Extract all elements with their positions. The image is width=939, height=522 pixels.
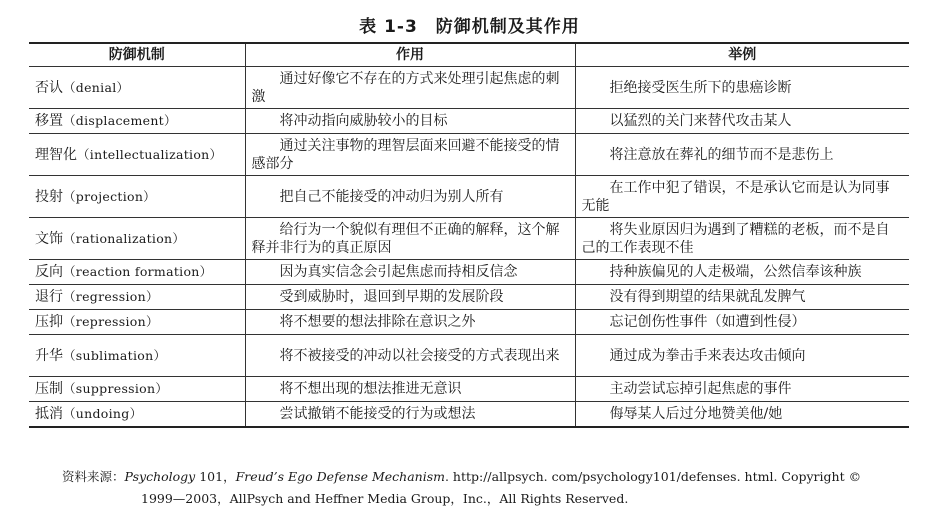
- mechanism-name-cn: 理智化: [35, 146, 77, 163]
- mechanism-cell: [29, 285, 245, 310]
- mechanism-cell: [29, 67, 245, 109]
- column-header-example: 举例: [575, 43, 909, 67]
- mechanism-name-cn: 否认: [35, 79, 63, 96]
- mechanism-name-en: （intellectualization）: [77, 146, 223, 162]
- example-cell: 主动尝试忘掉引起焦虑的事件: [575, 377, 909, 402]
- mechanism-cell: [29, 109, 245, 134]
- source-book: Psychology: [124, 469, 196, 484]
- mechanism-name-en: （displacement）: [63, 113, 177, 128]
- mechanism-cell: [29, 335, 245, 377]
- mechanism-name-cn: 反向: [35, 264, 63, 280]
- table-title: 表 1-3 防御机制及其作用: [359, 17, 580, 37]
- table-row: [29, 218, 909, 260]
- table-row: [29, 134, 909, 176]
- mechanism-name-cn: 压制: [35, 381, 63, 397]
- mechanism-name-cn: 移置: [35, 113, 63, 129]
- example-cell: 持种族偏见的人走极端，公然信奉该种族: [575, 260, 909, 285]
- effect-cell: 给行为一个貌似有理但不正确的解释，这个解释并非行为的真正原因: [245, 218, 575, 260]
- effect-cell: 尝试撤销不能接受的行为或想法: [245, 402, 575, 427]
- table-row: [29, 176, 909, 218]
- mechanism-name-en: （projection）: [63, 188, 156, 204]
- mechanism-cell: [29, 402, 245, 427]
- source-url: . http://allpsych. com/psychology101/defenses. html. Copyright ©: [444, 469, 862, 484]
- effect-cell: 因为真实信念会引起焦虑而持相反信念: [245, 260, 575, 285]
- mechanism-name-en: （sublimation）: [63, 347, 167, 363]
- mechanism-name-en: （rationalization）: [63, 230, 186, 246]
- source-article-title: Freud’s Ego Defense Mechanism: [235, 469, 445, 484]
- mechanism-cell: [29, 310, 245, 335]
- table-row: [29, 67, 909, 109]
- effect-cell: 将冲动指向威胁较小的目标: [245, 109, 575, 134]
- mechanism-name-en: （reaction formation）: [63, 264, 213, 279]
- example-cell: 侮辱某人后过分地赞美他/她: [575, 402, 909, 427]
- mechanism-name-cn: 抵消: [35, 405, 63, 422]
- mechanism-name-cn: 文饰: [35, 230, 63, 247]
- table-row: [29, 260, 909, 285]
- table-row: [29, 335, 909, 377]
- effect-cell: 通过关注事物的理智层面来回避不能接受的情感部分: [245, 134, 575, 176]
- example-cell: 以猛烈的关门来替代攻击某人: [575, 109, 909, 134]
- effect-cell: 将不想出现的想法推进无意识: [245, 377, 575, 402]
- column-header-mechanism: 防御机制: [29, 43, 245, 67]
- defense-mechanisms-table: [29, 42, 909, 428]
- mechanism-cell: [29, 377, 245, 402]
- mechanism-cell: [29, 260, 245, 285]
- mechanism-name-en: （undoing）: [63, 405, 143, 421]
- mechanism-name-en: （repression）: [63, 314, 159, 329]
- table-header-row: [29, 43, 909, 67]
- effect-cell: 通过好像它不存在的方式来处理引起焦虑的刺激: [245, 67, 575, 109]
- mechanism-name-cn: 退行: [35, 289, 63, 305]
- mechanism-name-en: （suppression）: [63, 381, 169, 396]
- mechanism-cell: [29, 134, 245, 176]
- mechanism-name-cn: 投射: [35, 188, 63, 205]
- effect-cell: 将不被接受的冲动以社会接受的方式表现出来: [245, 335, 575, 377]
- mechanism-name-cn: 压抑: [35, 314, 63, 330]
- source-number: 101，: [195, 469, 236, 484]
- column-header-effect: 作用: [245, 43, 575, 67]
- mechanism-name-en: （regression）: [63, 289, 159, 304]
- table-row: [29, 310, 909, 335]
- table-row: [29, 402, 909, 427]
- source-copyright: 1999—2003，AllPsych and Heffner Media Group，Inc.，All Rights Reserved.: [141, 491, 629, 506]
- example-cell: 在工作中犯了错误，不是承认它而是认为同事无能: [575, 176, 909, 218]
- example-cell: 通过成为拳击手来表达攻击倾向: [575, 335, 909, 377]
- mechanism-cell: [29, 176, 245, 218]
- example-cell: 将失业原因归为遇到了糟糕的老板，而不是自己的工作表现不佳: [575, 218, 909, 260]
- source-label: 资料来源：: [62, 469, 125, 484]
- example-cell: 忘记创伤性事件（如遭到性侵）: [575, 310, 909, 335]
- mechanism-cell: [29, 218, 245, 260]
- example-cell: 将注意放在葬礼的细节而不是悲伤上: [575, 134, 909, 176]
- effect-cell: 将不想要的想法排除在意识之外: [245, 310, 575, 335]
- table-row: [29, 109, 909, 134]
- example-cell: 拒绝接受医生所下的患癌诊断: [575, 67, 909, 109]
- mechanism-name-en: （denial）: [63, 79, 130, 95]
- effect-cell: 受到威胁时，退回到早期的发展阶段: [245, 285, 575, 310]
- effect-cell: 把自己不能接受的冲动归为别人所有: [245, 176, 575, 218]
- example-cell: 没有得到期望的结果就乱发脾气: [575, 285, 909, 310]
- table-row: [29, 285, 909, 310]
- mechanism-name-cn: 升华: [35, 347, 63, 364]
- source-note: [62, 466, 922, 510]
- table-row: [29, 377, 909, 402]
